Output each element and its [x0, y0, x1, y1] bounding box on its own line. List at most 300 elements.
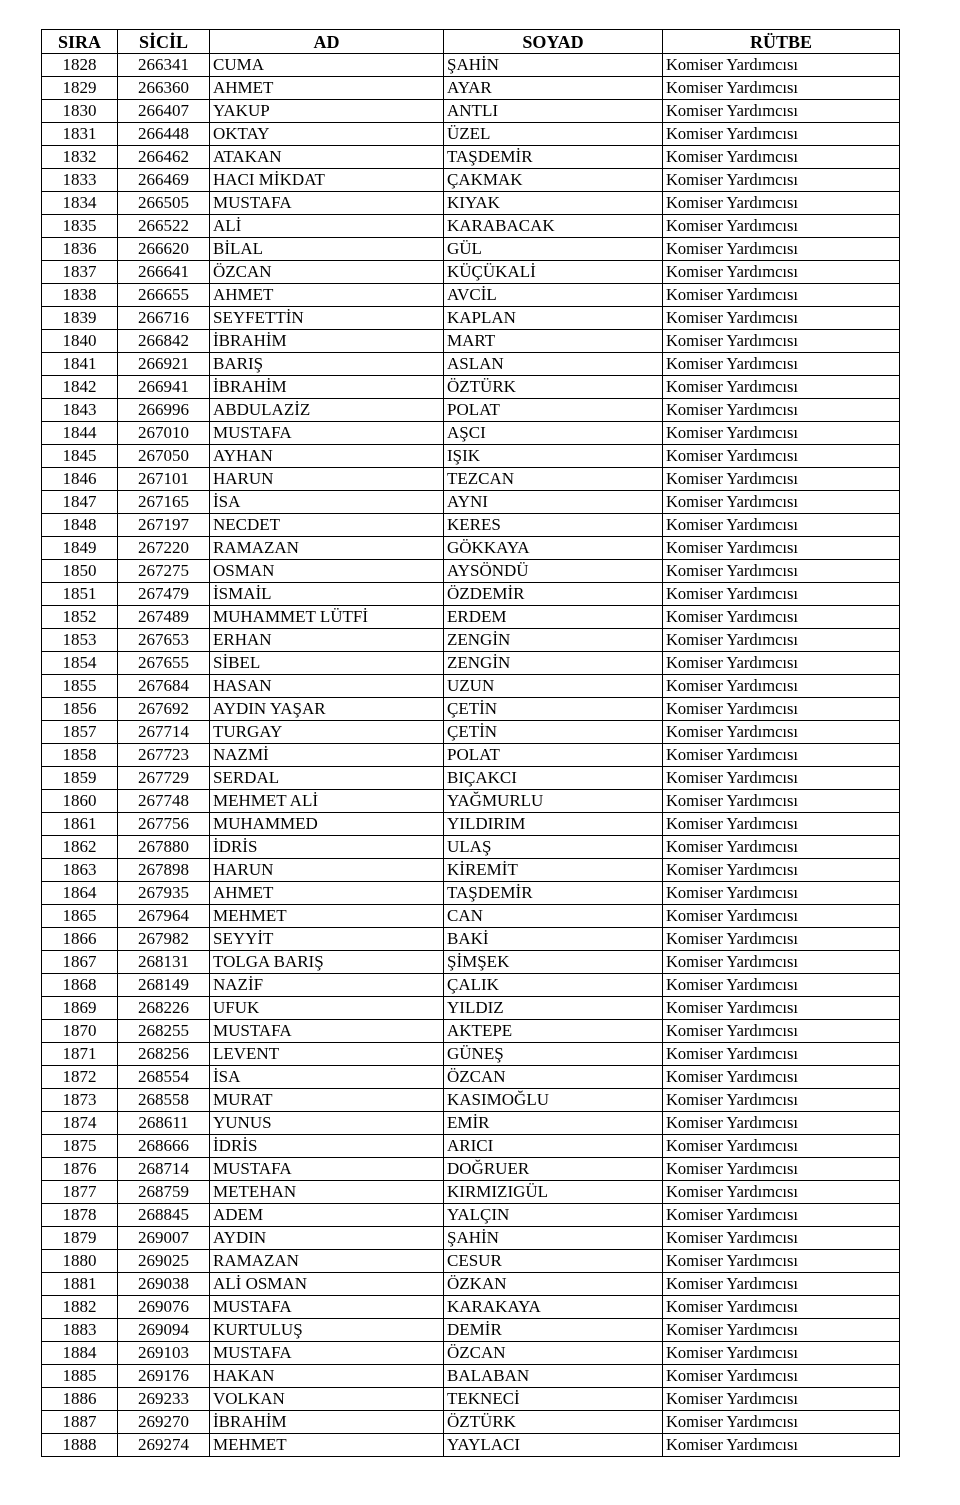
table-row [42, 974, 900, 997]
rutbe-cell: Komiser Yardımcısı [663, 790, 900, 813]
soyad-cell: ÖZDEMİR [444, 583, 663, 606]
ad-cell: İSA [210, 491, 444, 514]
soyad-cell: GÜL [444, 238, 663, 261]
rutbe-cell: Komiser Yardımcısı [663, 997, 900, 1020]
ad-cell: TURGAY [210, 721, 444, 744]
sira-cell: 1833 [42, 169, 118, 192]
table-row [42, 951, 900, 974]
ad-cell: MUSTAFA [210, 192, 444, 215]
ad-cell: SERDAL [210, 767, 444, 790]
sira-cell: 1858 [42, 744, 118, 767]
sicil-cell: 267197 [118, 514, 210, 537]
soyad-cell: MART [444, 330, 663, 353]
rutbe-cell: Komiser Yardımcısı [663, 1181, 900, 1204]
table-row [42, 284, 900, 307]
ad-cell: HARUN [210, 468, 444, 491]
sira-cell: 1834 [42, 192, 118, 215]
sicil-cell: 266505 [118, 192, 210, 215]
soyad-cell: ÇAKMAK [444, 169, 663, 192]
table-row [42, 767, 900, 790]
sicil-cell: 266407 [118, 100, 210, 123]
ad-cell: CUMA [210, 54, 444, 77]
table-row [42, 1158, 900, 1181]
ad-cell: ABDULAZİZ [210, 399, 444, 422]
sira-cell: 1859 [42, 767, 118, 790]
sicil-cell: 269233 [118, 1388, 210, 1411]
column-header-soyad: SOYAD [444, 30, 663, 54]
table-row [42, 859, 900, 882]
ad-cell: METEHAN [210, 1181, 444, 1204]
ad-cell: RAMAZAN [210, 537, 444, 560]
rutbe-cell: Komiser Yardımcısı [663, 1020, 900, 1043]
ad-cell: HASAN [210, 675, 444, 698]
rutbe-cell: Komiser Yardımcısı [663, 744, 900, 767]
sira-cell: 1865 [42, 905, 118, 928]
sicil-cell: 267684 [118, 675, 210, 698]
soyad-cell: ASLAN [444, 353, 663, 376]
ad-cell: YAKUP [210, 100, 444, 123]
sira-cell: 1829 [42, 77, 118, 100]
ad-cell: TOLGA BARIŞ [210, 951, 444, 974]
ad-cell: RAMAZAN [210, 1250, 444, 1273]
rutbe-cell: Komiser Yardımcısı [663, 307, 900, 330]
sicil-cell: 266620 [118, 238, 210, 261]
ad-cell: HACI MİKDAT [210, 169, 444, 192]
rutbe-cell: Komiser Yardımcısı [663, 1342, 900, 1365]
ad-cell: ALİ OSMAN [210, 1273, 444, 1296]
rutbe-cell: Komiser Yardımcısı [663, 1043, 900, 1066]
sira-cell: 1877 [42, 1181, 118, 1204]
sicil-cell: 269270 [118, 1411, 210, 1434]
ad-cell: MUHAMMET LÜTFİ [210, 606, 444, 629]
sicil-cell: 267050 [118, 445, 210, 468]
soyad-cell: ZENGİN [444, 652, 663, 675]
sira-cell: 1860 [42, 790, 118, 813]
table-row [42, 169, 900, 192]
ad-cell: MURAT [210, 1089, 444, 1112]
ad-cell: LEVENT [210, 1043, 444, 1066]
rutbe-cell: Komiser Yardımcısı [663, 1112, 900, 1135]
table-row [42, 491, 900, 514]
sicil-cell: 266641 [118, 261, 210, 284]
table-row [42, 560, 900, 583]
sicil-cell: 267982 [118, 928, 210, 951]
sicil-cell: 266655 [118, 284, 210, 307]
soyad-cell: TEKNECİ [444, 1388, 663, 1411]
soyad-cell: TEZCAN [444, 468, 663, 491]
sicil-cell: 266469 [118, 169, 210, 192]
sira-cell: 1855 [42, 675, 118, 698]
soyad-cell: BIÇAKCI [444, 767, 663, 790]
sicil-cell: 266941 [118, 376, 210, 399]
soyad-cell: DOĞRUER [444, 1158, 663, 1181]
sira-cell: 1883 [42, 1319, 118, 1342]
sira-cell: 1873 [42, 1089, 118, 1112]
sicil-cell: 269007 [118, 1227, 210, 1250]
sicil-cell: 266842 [118, 330, 210, 353]
rutbe-cell: Komiser Yardımcısı [663, 491, 900, 514]
table-row [42, 238, 900, 261]
sira-cell: 1870 [42, 1020, 118, 1043]
ad-cell: YUNUS [210, 1112, 444, 1135]
sicil-cell: 266921 [118, 353, 210, 376]
sira-cell: 1869 [42, 997, 118, 1020]
sira-cell: 1850 [42, 560, 118, 583]
soyad-cell: DEMİR [444, 1319, 663, 1342]
sicil-cell: 269274 [118, 1434, 210, 1457]
ad-cell: AHMET [210, 882, 444, 905]
ad-cell: MEHMET [210, 1434, 444, 1457]
sira-cell: 1878 [42, 1204, 118, 1227]
rutbe-cell: Komiser Yardımcısı [663, 652, 900, 675]
sira-cell: 1875 [42, 1135, 118, 1158]
table-row [42, 1296, 900, 1319]
soyad-cell: ZENGİN [444, 629, 663, 652]
soyad-cell: TAŞDEMİR [444, 146, 663, 169]
rutbe-cell: Komiser Yardımcısı [663, 1204, 900, 1227]
rutbe-cell: Komiser Yardımcısı [663, 1319, 900, 1342]
soyad-cell: KIYAK [444, 192, 663, 215]
sira-cell: 1847 [42, 491, 118, 514]
table-row [42, 1365, 900, 1388]
ad-cell: NAZİF [210, 974, 444, 997]
table-row [42, 376, 900, 399]
ad-cell: İSMAİL [210, 583, 444, 606]
table-row [42, 1020, 900, 1043]
rutbe-cell: Komiser Yardımcısı [663, 1388, 900, 1411]
ad-cell: SİBEL [210, 652, 444, 675]
sicil-cell: 266360 [118, 77, 210, 100]
table-row [42, 1066, 900, 1089]
sira-cell: 1848 [42, 514, 118, 537]
table-row [42, 675, 900, 698]
ad-cell: MUHAMMED [210, 813, 444, 836]
sicil-cell: 267653 [118, 629, 210, 652]
soyad-cell: CESUR [444, 1250, 663, 1273]
sira-cell: 1845 [42, 445, 118, 468]
soyad-cell: KAPLAN [444, 307, 663, 330]
sicil-cell: 268255 [118, 1020, 210, 1043]
rutbe-cell: Komiser Yardımcısı [663, 583, 900, 606]
ad-cell: HARUN [210, 859, 444, 882]
sira-cell: 1882 [42, 1296, 118, 1319]
rutbe-cell: Komiser Yardımcısı [663, 445, 900, 468]
soyad-cell: CAN [444, 905, 663, 928]
table-row [42, 1434, 900, 1457]
sira-cell: 1854 [42, 652, 118, 675]
soyad-cell: AYSÖNDÜ [444, 560, 663, 583]
table-row [42, 629, 900, 652]
rutbe-cell: Komiser Yardımcısı [663, 629, 900, 652]
soyad-cell: BAKİ [444, 928, 663, 951]
soyad-cell: POLAT [444, 399, 663, 422]
rutbe-cell: Komiser Yardımcısı [663, 767, 900, 790]
ad-cell: BİLAL [210, 238, 444, 261]
rutbe-cell: Komiser Yardımcısı [663, 698, 900, 721]
sira-cell: 1843 [42, 399, 118, 422]
ad-cell: AYDIN YAŞAR [210, 698, 444, 721]
soyad-cell: GÖKKAYA [444, 537, 663, 560]
ad-cell: ÖZCAN [210, 261, 444, 284]
sicil-cell: 267479 [118, 583, 210, 606]
sira-cell: 1868 [42, 974, 118, 997]
table-row [42, 836, 900, 859]
soyad-cell: YAĞMURLU [444, 790, 663, 813]
ad-cell: İBRAHİM [210, 376, 444, 399]
table-header-row [42, 30, 900, 54]
sicil-cell: 268256 [118, 1043, 210, 1066]
table-row [42, 514, 900, 537]
column-header-ad: AD [210, 30, 444, 54]
soyad-cell: KIRMIZIGÜL [444, 1181, 663, 1204]
sicil-cell: 267880 [118, 836, 210, 859]
ad-cell: ATAKAN [210, 146, 444, 169]
sicil-cell: 268149 [118, 974, 210, 997]
table-row [42, 468, 900, 491]
table-row [42, 744, 900, 767]
table-row [42, 698, 900, 721]
table-row [42, 1227, 900, 1250]
soyad-cell: ULAŞ [444, 836, 663, 859]
sira-cell: 1887 [42, 1411, 118, 1434]
sicil-cell: 269025 [118, 1250, 210, 1273]
ad-cell: İDRİS [210, 836, 444, 859]
sira-cell: 1832 [42, 146, 118, 169]
ad-cell: NAZMİ [210, 744, 444, 767]
rutbe-cell: Komiser Yardımcısı [663, 836, 900, 859]
soyad-cell: KİREMİT [444, 859, 663, 882]
sicil-cell: 266448 [118, 123, 210, 146]
table-row [42, 1411, 900, 1434]
sicil-cell: 267275 [118, 560, 210, 583]
soyad-cell: BALABAN [444, 1365, 663, 1388]
rutbe-cell: Komiser Yardımcısı [663, 859, 900, 882]
rutbe-cell: Komiser Yardımcısı [663, 1411, 900, 1434]
soyad-cell: ÇETİN [444, 721, 663, 744]
sicil-cell: 267714 [118, 721, 210, 744]
sicil-cell: 268558 [118, 1089, 210, 1112]
ad-cell: AHMET [210, 77, 444, 100]
sicil-cell: 269094 [118, 1319, 210, 1342]
sicil-cell: 267220 [118, 537, 210, 560]
sicil-cell: 268759 [118, 1181, 210, 1204]
sicil-cell: 267010 [118, 422, 210, 445]
sira-cell: 1864 [42, 882, 118, 905]
ad-cell: AHMET [210, 284, 444, 307]
sicil-cell: 269076 [118, 1296, 210, 1319]
table-row [42, 583, 900, 606]
rutbe-cell: Komiser Yardımcısı [663, 1434, 900, 1457]
table-row [42, 652, 900, 675]
sira-cell: 1830 [42, 100, 118, 123]
table-row [42, 330, 900, 353]
soyad-cell: TAŞDEMİR [444, 882, 663, 905]
soyad-cell: ŞAHİN [444, 54, 663, 77]
table-row [42, 721, 900, 744]
table-row [42, 353, 900, 376]
sicil-cell: 267748 [118, 790, 210, 813]
table-row [42, 1250, 900, 1273]
sira-cell: 1876 [42, 1158, 118, 1181]
table-row [42, 1089, 900, 1112]
sicil-cell: 267655 [118, 652, 210, 675]
sicil-cell: 267101 [118, 468, 210, 491]
sira-cell: 1835 [42, 215, 118, 238]
soyad-cell: KARABACAK [444, 215, 663, 238]
sicil-cell: 269103 [118, 1342, 210, 1365]
rutbe-cell: Komiser Yardımcısı [663, 1066, 900, 1089]
soyad-cell: AYNI [444, 491, 663, 514]
rutbe-cell: Komiser Yardımcısı [663, 1273, 900, 1296]
sira-cell: 1851 [42, 583, 118, 606]
ad-cell: SEYYİT [210, 928, 444, 951]
ad-cell: MUSTAFA [210, 1158, 444, 1181]
rutbe-cell: Komiser Yardımcısı [663, 215, 900, 238]
sira-cell: 1849 [42, 537, 118, 560]
table-row [42, 1204, 900, 1227]
ad-cell: SEYFETTİN [210, 307, 444, 330]
sicil-cell: 267165 [118, 491, 210, 514]
personnel-table [41, 29, 900, 1457]
rutbe-cell: Komiser Yardımcısı [663, 514, 900, 537]
rutbe-cell: Komiser Yardımcısı [663, 100, 900, 123]
sira-cell: 1837 [42, 261, 118, 284]
rutbe-cell: Komiser Yardımcısı [663, 468, 900, 491]
soyad-cell: KÜÇÜKALİ [444, 261, 663, 284]
sira-cell: 1879 [42, 1227, 118, 1250]
table-row [42, 422, 900, 445]
soyad-cell: GÜNEŞ [444, 1043, 663, 1066]
rutbe-cell: Komiser Yardımcısı [663, 399, 900, 422]
ad-cell: İSA [210, 1066, 444, 1089]
sira-cell: 1866 [42, 928, 118, 951]
sira-cell: 1872 [42, 1066, 118, 1089]
table-row [42, 928, 900, 951]
sicil-cell: 267692 [118, 698, 210, 721]
rutbe-cell: Komiser Yardımcısı [663, 1227, 900, 1250]
soyad-cell: ÖZCAN [444, 1342, 663, 1365]
table-row [42, 1135, 900, 1158]
soyad-cell: ANTLI [444, 100, 663, 123]
column-header-sicil: SİCİL [118, 30, 210, 54]
sira-cell: 1838 [42, 284, 118, 307]
ad-cell: AYDIN [210, 1227, 444, 1250]
sira-cell: 1842 [42, 376, 118, 399]
sira-cell: 1881 [42, 1273, 118, 1296]
sira-cell: 1840 [42, 330, 118, 353]
sicil-cell: 269038 [118, 1273, 210, 1296]
rutbe-cell: Komiser Yardımcısı [663, 261, 900, 284]
ad-cell: İBRAHİM [210, 1411, 444, 1434]
sira-cell: 1853 [42, 629, 118, 652]
soyad-cell: ÖZKAN [444, 1273, 663, 1296]
table-row [42, 1181, 900, 1204]
sira-cell: 1863 [42, 859, 118, 882]
ad-cell: VOLKAN [210, 1388, 444, 1411]
ad-cell: İDRİS [210, 1135, 444, 1158]
table-row [42, 54, 900, 77]
ad-cell: MEHMET [210, 905, 444, 928]
rutbe-cell: Komiser Yardımcısı [663, 1135, 900, 1158]
soyad-cell: YALÇIN [444, 1204, 663, 1227]
sicil-cell: 268131 [118, 951, 210, 974]
table-row [42, 1043, 900, 1066]
rutbe-cell: Komiser Yardımcısı [663, 353, 900, 376]
table-row [42, 192, 900, 215]
ad-cell: HAKAN [210, 1365, 444, 1388]
sira-cell: 1888 [42, 1434, 118, 1457]
sira-cell: 1874 [42, 1112, 118, 1135]
rutbe-cell: Komiser Yardımcısı [663, 537, 900, 560]
soyad-cell: AVCİL [444, 284, 663, 307]
table-row [42, 1388, 900, 1411]
rutbe-cell: Komiser Yardımcısı [663, 606, 900, 629]
soyad-cell: YILDIZ [444, 997, 663, 1020]
rutbe-cell: Komiser Yardımcısı [663, 905, 900, 928]
table-body [42, 54, 900, 1457]
soyad-cell: AKTEPE [444, 1020, 663, 1043]
soyad-cell: KASIMOĞLU [444, 1089, 663, 1112]
rutbe-cell: Komiser Yardımcısı [663, 951, 900, 974]
table-row [42, 813, 900, 836]
sira-cell: 1852 [42, 606, 118, 629]
soyad-cell: KERES [444, 514, 663, 537]
sicil-cell: 268611 [118, 1112, 210, 1135]
sicil-cell: 267964 [118, 905, 210, 928]
table-row [42, 261, 900, 284]
soyad-cell: YILDIRIM [444, 813, 663, 836]
soyad-cell: ŞAHİN [444, 1227, 663, 1250]
sicil-cell: 267756 [118, 813, 210, 836]
soyad-cell: AŞCI [444, 422, 663, 445]
ad-cell: MUSTAFA [210, 422, 444, 445]
rutbe-cell: Komiser Yardımcısı [663, 238, 900, 261]
table-row [42, 537, 900, 560]
sicil-cell: 268666 [118, 1135, 210, 1158]
soyad-cell: POLAT [444, 744, 663, 767]
table-row [42, 1342, 900, 1365]
ad-cell: MUSTAFA [210, 1342, 444, 1365]
soyad-cell: ÜZEL [444, 123, 663, 146]
rutbe-cell: Komiser Yardımcısı [663, 560, 900, 583]
rutbe-cell: Komiser Yardımcısı [663, 54, 900, 77]
table-row [42, 399, 900, 422]
ad-cell: MUSTAFA [210, 1020, 444, 1043]
table-row [42, 1112, 900, 1135]
sicil-cell: 267729 [118, 767, 210, 790]
ad-cell: ALİ [210, 215, 444, 238]
soyad-cell: UZUN [444, 675, 663, 698]
rutbe-cell: Komiser Yardımcısı [663, 169, 900, 192]
soyad-cell: ERDEM [444, 606, 663, 629]
table-row [42, 307, 900, 330]
table-row [42, 77, 900, 100]
ad-cell: UFUK [210, 997, 444, 1020]
sira-cell: 1886 [42, 1388, 118, 1411]
rutbe-cell: Komiser Yardımcısı [663, 330, 900, 353]
ad-cell: ERHAN [210, 629, 444, 652]
sicil-cell: 266341 [118, 54, 210, 77]
ad-cell: ADEM [210, 1204, 444, 1227]
table-row [42, 606, 900, 629]
table-row [42, 905, 900, 928]
sira-cell: 1867 [42, 951, 118, 974]
sira-cell: 1885 [42, 1365, 118, 1388]
sira-cell: 1839 [42, 307, 118, 330]
table-row [42, 445, 900, 468]
rutbe-cell: Komiser Yardımcısı [663, 1158, 900, 1181]
column-header-rutbe: RÜTBE [663, 30, 900, 54]
